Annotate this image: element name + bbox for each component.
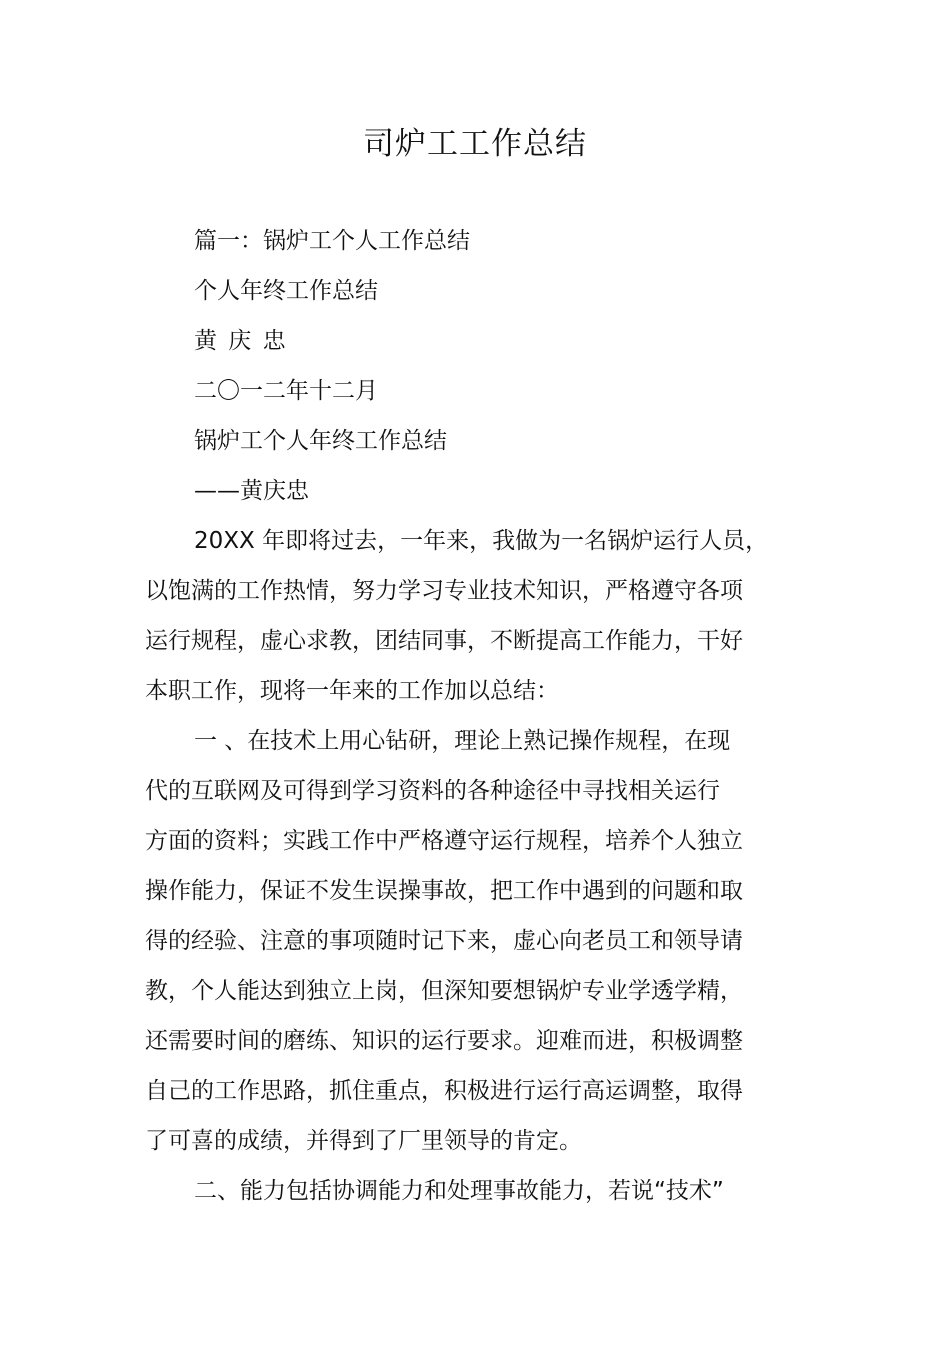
paragraph-2-line-8: 自己的工作思路，抓住重点，积极进行运行高运调整，取得 — [145, 1078, 743, 1104]
paragraph-1-line-2: 以饱满的工作热情，努力学习专业技术知识，严格遵守各项 — [145, 578, 743, 604]
author-signature-line: ——黄庆忠 — [194, 478, 309, 504]
paragraph-2-line-1: 一 、在技术上用心钻研，理论上熟记操作规程，在现 — [194, 728, 731, 754]
paragraph-1-line-1: 20XX 年即将过去，一年来，我做为一名锅炉运行人员， — [194, 528, 769, 554]
report-title-line: 锅炉工个人年终工作总结 — [194, 428, 447, 454]
paragraph-1-line-4: 本职工作，现将一年来的工作加以总结： — [145, 678, 559, 704]
subtitle-line: 个人年终工作总结 — [194, 278, 378, 304]
paragraph-2-line-9: 了可喜的成绩，并得到了厂里领导的肯定。 — [145, 1128, 582, 1154]
date-line: 二〇一二年十二月 — [194, 378, 378, 404]
paragraph-2-line-3: 方面的资料；实践工作中严格遵守运行规程，培养个人独立 — [145, 828, 743, 854]
paragraph-2-line-7: 还需要时间的磨练、知识的运行要求。迎难而进，积极调整 — [145, 1028, 743, 1054]
paragraph-2-line-6: 教，个人能达到独立上岗，但深知要想锅炉专业学透学精， — [145, 978, 743, 1004]
author-name: 黄 庆 忠 — [194, 328, 288, 354]
document-title: 司炉工工作总结 — [363, 126, 587, 162]
paragraph-3-line-1: 二、能力包括协调能力和处理事故能力，若说“技术” — [194, 1178, 724, 1204]
paragraph-1-line-3: 运行规程，虚心求教，团结同事，不断提高工作能力，干好 — [145, 628, 743, 654]
chapter-heading: 篇一：锅炉工个人工作总结 — [194, 228, 470, 254]
paragraph-2-line-2: 代的互联网及可得到学习资料的各种途径中寻找相关运行 — [145, 778, 720, 804]
paragraph-2-line-5: 得的经验、注意的事项随时记下来，虚心向老员工和领导请 — [145, 928, 743, 954]
paragraph-2-line-4: 操作能力，保证不发生误操事故，把工作中遇到的问题和取 — [145, 878, 743, 904]
